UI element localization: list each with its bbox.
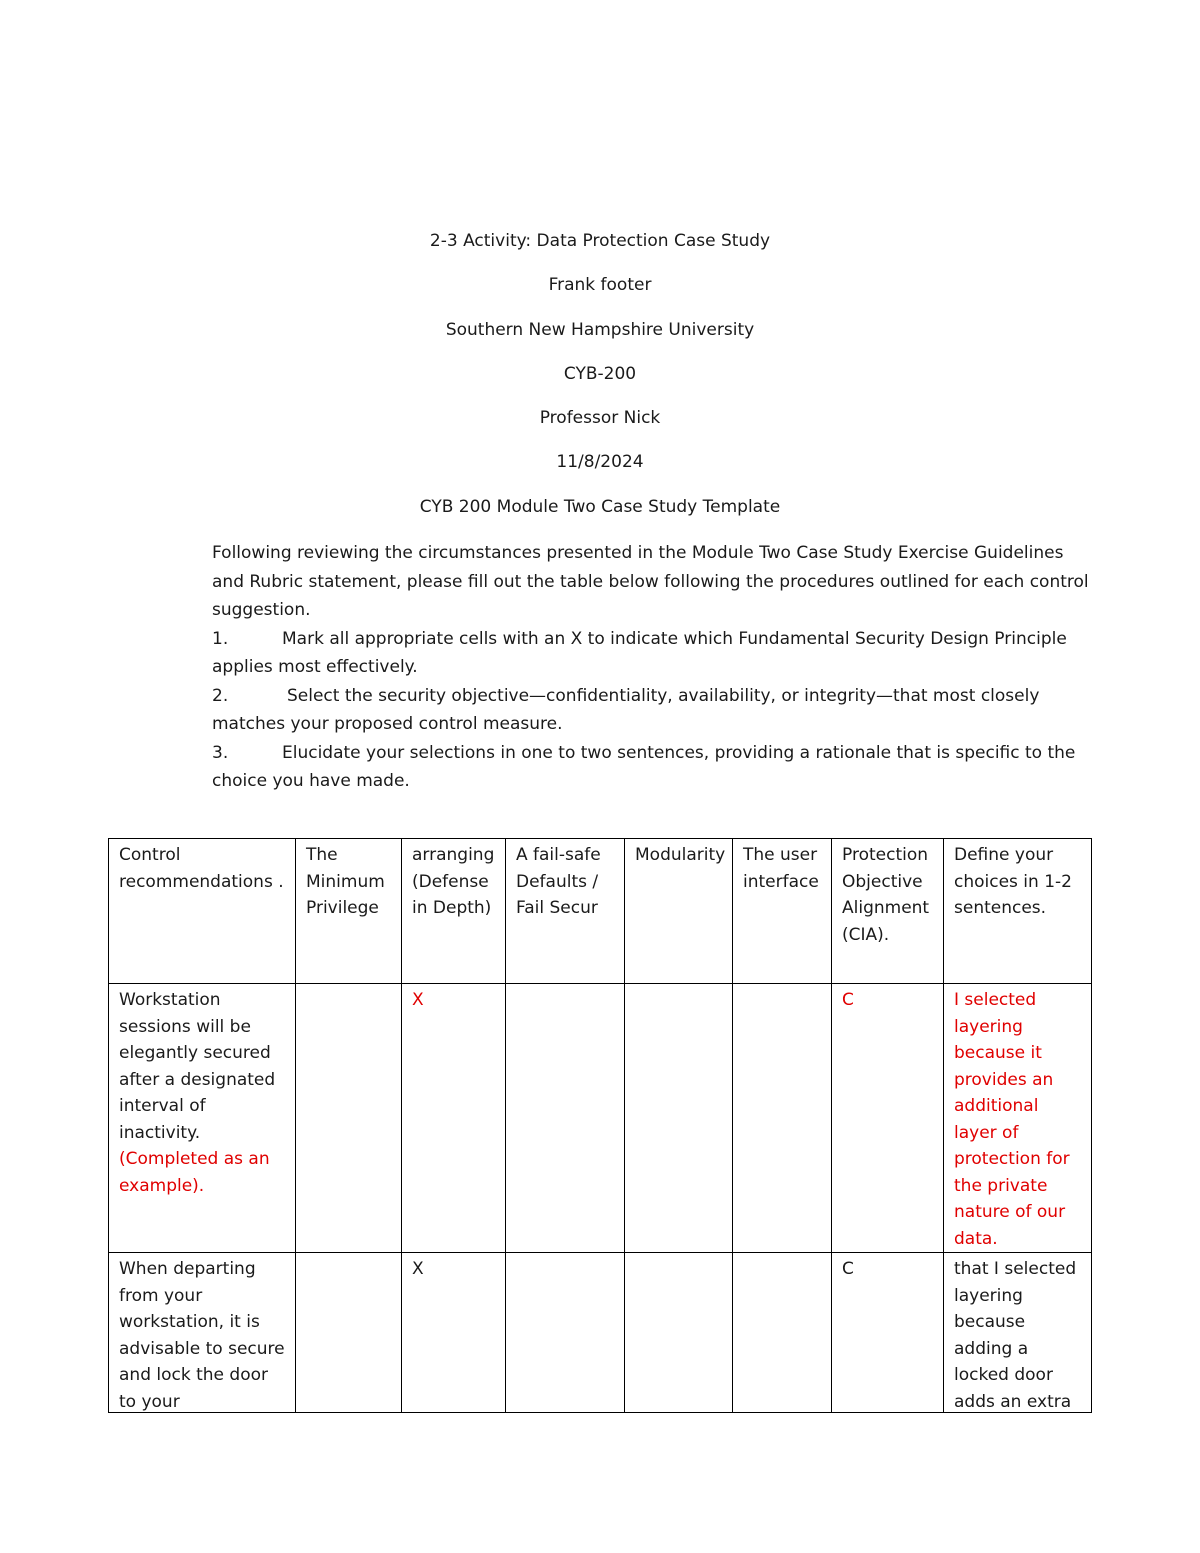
- table-header-row: [109, 839, 1092, 984]
- control-recommendation-cell: [109, 1253, 296, 1413]
- step-text: Select the security objective—confidentiality, availability, or integrity—that most closely matches your proposed control measure.: [212, 685, 1040, 734]
- user-interface-cell: [733, 1253, 832, 1413]
- course-code: CYB-200: [563, 363, 637, 384]
- control-text: Workstation sessions will be elegantly secured after a designated interval of inactivity.: [119, 990, 276, 1143]
- control-text: When departing from your workstation, it is advisable to secure and lock the door to your: [119, 1259, 285, 1412]
- instructions: [212, 539, 1092, 796]
- min-privilege-cell: [296, 984, 402, 1253]
- modularity-cell: [625, 984, 733, 1253]
- example-note: (Completed as an example).: [119, 1149, 270, 1196]
- user-interface-cell: [733, 984, 832, 1253]
- university-name: Southern New Hampshire University: [445, 319, 755, 340]
- header-explanation: Define your choices in 1-2 sentences.: [944, 839, 1092, 984]
- case-study-table: [108, 838, 1092, 1413]
- submission-date: 11/8/2024: [556, 452, 644, 473]
- step-text: Elucidate your selections in one to two sentences, providing a rationale that is specific to the choice you have made.: [212, 742, 1076, 791]
- assignment-title: 2-3 Activity: Data Protection Case Study: [429, 231, 771, 251]
- fail-safe-cell: [506, 984, 625, 1253]
- header-defense-in-depth: arranging (Defense in Depth): [402, 839, 506, 984]
- step-text: Mark all appropriate cells with an X to indicate which Fundamental Security Design Principle applies most effectively.: [212, 628, 1067, 677]
- header-minimum-privilege: The Minimum Privilege: [296, 839, 402, 984]
- instruction-step: [212, 682, 1092, 739]
- professor-name: Professor Nick: [539, 408, 661, 429]
- table-row: [109, 1253, 1092, 1413]
- author-name: Frank footer: [548, 275, 652, 296]
- defense-in-depth-cell: X: [402, 984, 506, 1253]
- step-number: 3.: [212, 742, 229, 763]
- modularity-cell: [625, 1253, 733, 1413]
- instructions-paragraph: Following reviewing the circumstances presented in the Module Two Case Study Exercise Guidelines and Rubric statement, please fill out the table below following the procedures outlined for each control suggestion.: [212, 543, 1089, 620]
- cia-cell: C: [832, 1253, 944, 1413]
- table-row: [109, 984, 1092, 1253]
- explanation-cell: I selected layering because it provides an additional layer of protection for the private nature of our data.: [944, 984, 1092, 1253]
- step-number: 2.: [212, 685, 229, 706]
- cia-cell: C: [832, 984, 944, 1253]
- min-privilege-cell: [296, 1253, 402, 1413]
- instruction-step: [212, 625, 1092, 682]
- title-block: [0, 230, 1200, 540]
- header-control-recommendations: Control recommendations .: [109, 839, 296, 984]
- step-number: 1.: [212, 628, 229, 649]
- fail-safe-cell: [506, 1253, 625, 1413]
- header-fail-safe-defaults: A fail-safe Defaults / Fail Secur: [506, 839, 625, 984]
- header-cia-alignment: Protection Objective Alignment (CIA).: [832, 839, 944, 984]
- header-user-interface: The user interface: [733, 839, 832, 984]
- explanation-cell: [944, 1253, 1092, 1413]
- defense-in-depth-cell: X: [402, 1253, 506, 1413]
- instruction-step: [212, 739, 1092, 796]
- template-title: CYB 200 Module Two Case Study Template: [419, 496, 781, 517]
- control-recommendation-cell: [109, 984, 296, 1253]
- explanation-text: that I selected layering because adding a locked door adds an extra: [954, 1259, 1077, 1412]
- header-modularity: Modularity: [625, 839, 733, 984]
